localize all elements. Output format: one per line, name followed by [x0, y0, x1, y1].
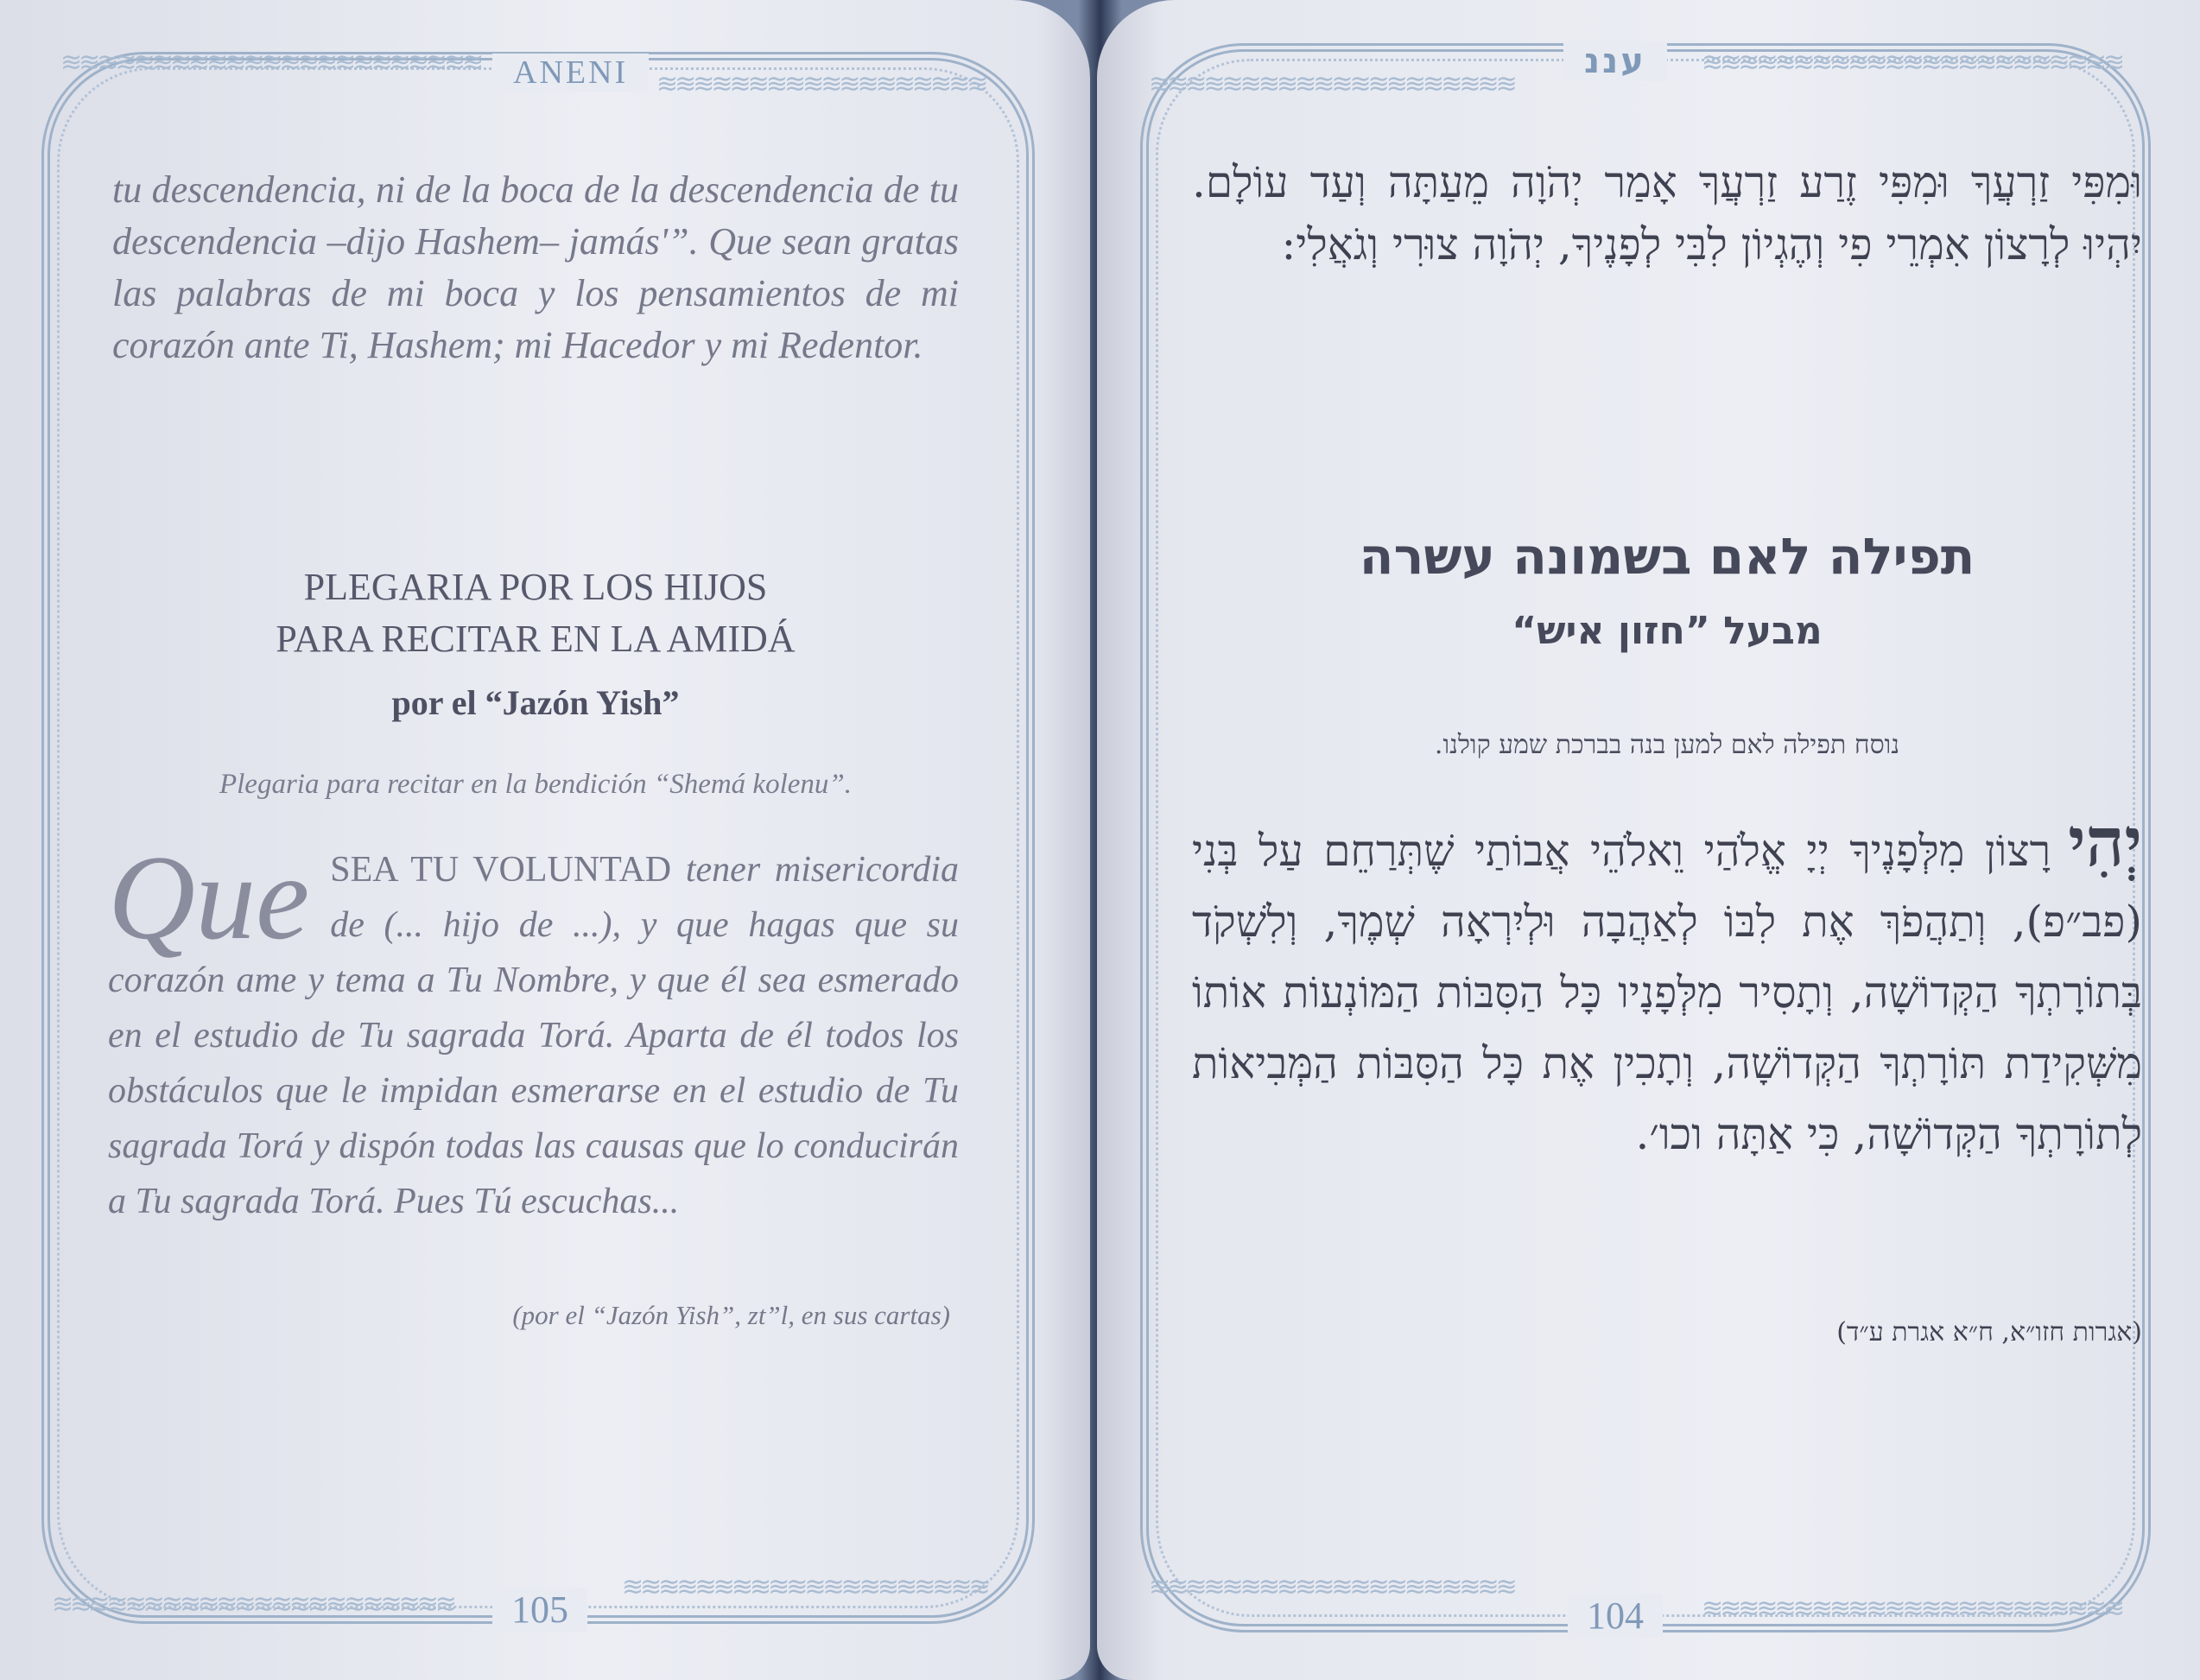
running-head: ANENI — [492, 54, 649, 92]
prayer-title-line-2: PARA RECITAR EN LA AMIDÁ — [276, 618, 796, 660]
prayer-title — [112, 561, 959, 665]
prayer-note: נוסח תפילה לאם למען בנה בברכת שמע קולנו. — [1434, 730, 1900, 760]
source-citation: (por el “Jazón Yish”, zt”l, en sus cartas) — [512, 1300, 950, 1330]
left-page — [0, 0, 1090, 1680]
prayer-subtitle: por el “Jazón Yish” — [391, 683, 680, 722]
top-left-vine-ornament: ≋≋≋≋≋≋≋≋≋≋≋≋≋≋≋≋≋≋≋≋≋≋≋ — [60, 48, 481, 77]
prayer-title-line-1: PLEGARIA POR LOS HIJOS — [303, 566, 768, 608]
opening-caps: SEA TU VOLUNTAD — [330, 850, 672, 890]
prayer-body — [108, 831, 959, 1229]
top-right-vine-ornament: ≋≋≋≋≋≋≋≋≋≋≋≋≋≋≋≋≋≋≋≋≋≋≋ — [1702, 48, 2122, 77]
page-number: 105 — [492, 1588, 587, 1632]
source-citation: (אגרות חזו״א, ח״א אגרת ע״ד) — [1836, 1317, 2142, 1347]
prayer-body — [1192, 803, 2142, 1170]
running-head: עננ — [1563, 41, 1667, 81]
prayer-title: תפילה לאם בשמונה עשרה — [1359, 527, 1975, 586]
top-paragraph: וּמִפִּי זַרְעֲךָ וּמִפִּי זֶרַע זַרְעֲךָ אָמַר יְהֹוָה מֵעַתָּה וְעַד עוֹלָם. יִהְיוּ לְרָצוֹן אִמְרֵי פִי וְהֶגְיוֹן לִבִּי לְפָנֶיךָ, יְהֹוָה צוּרִי וְגֹאֲלִי: — [1192, 157, 2142, 269]
prayer-body-text: רָצוֹן מִלְּפָנֶיךָ יְיָ אֱלֹהַי וֵאלֹהֵי אֲבוֹתַי שֶׁתְּרַחֵם עַל בְּנִי (פב״פ), וְתַהֲפֹךְ אֶת לִבּוֹ לְאַהֲבָה וּלְיִרְאָה שְׁמֶךָ, וְלִשְׁקֹד בְּתוֹרָתְךָ הַקְּדוֹשָׁה, וְתָסִיר מִלְּפָנָיו כָּל הַסִּבּוֹת הַמּוֹנְעוֹת אוֹתוֹ מִשְּׁקִידַת תּוֹרָתְךָ הַקְּדוֹשָׁה, וְתָכִין אֶת כָּל הַסִּבּוֹת הַמְּבִיאוֹת לְתוֹרָתְךָ הַקְּדוֹשָׁה, כִּי אַתָּה וכו׳. — [1192, 826, 2142, 1159]
right-page — [1097, 0, 2200, 1680]
page-number: 104 — [1568, 1594, 1663, 1638]
prayer-subtitle: מבעל ”חזון איש“ — [1512, 609, 1823, 653]
prayer-note: Plegaria para recitar en la bendición “Shemá kolenu”. — [219, 769, 852, 800]
prayer-body-text: tener misericordia de (... hijo de ...), y que hagas que su corazón ame y tema a Tu Nombre, y que él sea esmerado en el estudio de Tu sagrada Torá. Aparta de él todos los obstáculos que le impidan esmerarse en el estudio de Tu sagrada Torá y dispón todas las causas que lo conducirán a Tu sagrada Torá. Pues Tú escuchas... — [108, 850, 959, 1221]
opening-word: יְהִי — [2068, 803, 2142, 882]
drop-cap: Que — [108, 831, 310, 965]
bottom-right-vine-ornament: ≋≋≋≋≋≋≋≋≋≋≋≋≋≋≋≋≋≋≋≋≋≋≋ — [1702, 1594, 2122, 1623]
bottom-left-vine-ornament: ≋≋≋≋≋≋≋≋≋≋≋≋≋≋≋≋≋≋≋≋≋≋ — [52, 1590, 454, 1619]
bottom-right-vine-ornament: ≋≋≋≋≋≋≋≋≋≋≋≋≋≋≋≋≋≋≋≋ — [622, 1573, 987, 1601]
top-left-vine-ornament: ≋≋≋≋≋≋≋≋≋≋≋≋≋≋≋≋≋≋≋≋ — [1149, 70, 1514, 98]
top-right-vine-ornament: ≋≋≋≋≋≋≋≋≋≋≋≋≋≋≋≋≋≋ — [656, 70, 986, 98]
bottom-left-vine-ornament: ≋≋≋≋≋≋≋≋≋≋≋≋≋≋≋≋≋≋≋≋ — [1149, 1573, 1514, 1601]
top-paragraph: tu descendencia, ni de la boca de la descendencia de tu descendencia –dijo Hashem– jamás'”. Que sean gratas las palabras de mi boca y los pensamientos de mi corazón ante Ti, Hashem; mi Hacedor y mi Redentor. — [112, 168, 959, 366]
